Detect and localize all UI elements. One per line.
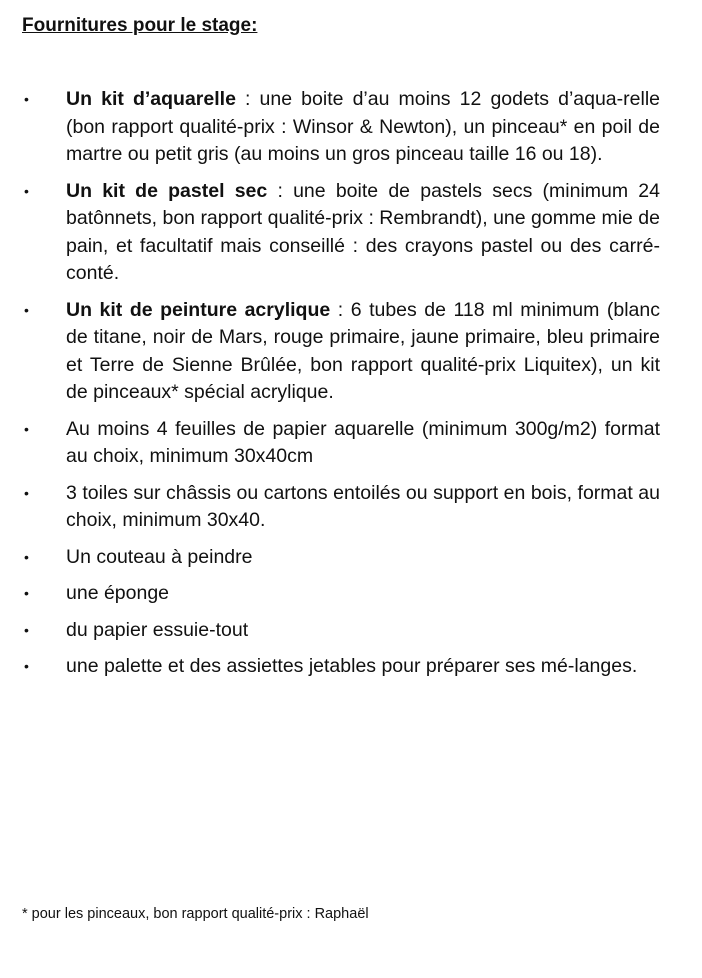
bullet-icon: •	[24, 658, 29, 674]
item-text: une palette et des assiettes jetables pour préparer ses mé-langes.	[66, 655, 638, 677]
item-text: Un couteau à peindre	[66, 545, 253, 568]
list-item	[0, 480, 702, 535]
item-text: : 6 tubes de 118 ml minimum (blanc de titane, noir de Mars, rouge primaire, jaune primaire, bleu primaire et Terre de Sienne Brûlée, bon rapport qualité-prix Liquitex), un kit de pinceaux* spécial acrylique.	[66, 298, 660, 403]
item-text: : une boite de pastels secs (minimum 24 batônnets, bon rapport qualité-prix : Rembrandt), une gomme mie de pain, et facultatif mais conseillé : des crayons pastel ou des carré-conté.	[66, 179, 661, 284]
list-item	[0, 617, 702, 645]
list-item	[0, 86, 702, 169]
list-item	[0, 544, 702, 572]
item-text: du papier essuie-tout	[66, 618, 249, 641]
bullet-icon: •	[24, 585, 29, 601]
list-item	[0, 297, 702, 407]
footnote: * pour les pinceaux, bon rapport qualité-prix : Raphaël	[22, 906, 369, 922]
list-item	[0, 178, 702, 288]
bullet-icon: •	[24, 484, 29, 501]
supplies-list	[0, 86, 702, 690]
item-text: 3 toiles sur châssis ou cartons entoilés ou support en bois, format au choix, minimum 30x40.	[66, 481, 660, 531]
item-text: une éponge	[66, 582, 170, 604]
item-heading: Un kit de peinture acrylique	[66, 298, 331, 321]
item-text: Au moins 4 feuilles de papier aquarelle (minimum 300g/m2) format au choix, minimum 30x40cm	[66, 417, 660, 467]
bullet-icon: •	[24, 182, 29, 199]
item-heading: Un kit d’aquarelle	[66, 88, 236, 110]
bullet-icon: •	[24, 420, 29, 437]
list-item	[0, 416, 702, 471]
item-text: : une boite d’au moins 12 godets d’aqua-relle (bon rapport qualité-prix : Winsor & Newton), un pinceau* en poil de martre ou petit gris (au moins un gros pinceau taille 16 ou 18).	[66, 88, 660, 165]
bullet-icon: •	[24, 301, 29, 318]
list-item	[0, 653, 702, 681]
item-heading: Un kit de pastel sec	[66, 179, 268, 202]
page-title: Fournitures pour le stage:	[22, 15, 258, 36]
bullet-icon: •	[24, 548, 29, 565]
bullet-icon: •	[24, 621, 29, 638]
bullet-icon: •	[24, 91, 29, 107]
list-item	[0, 580, 702, 608]
